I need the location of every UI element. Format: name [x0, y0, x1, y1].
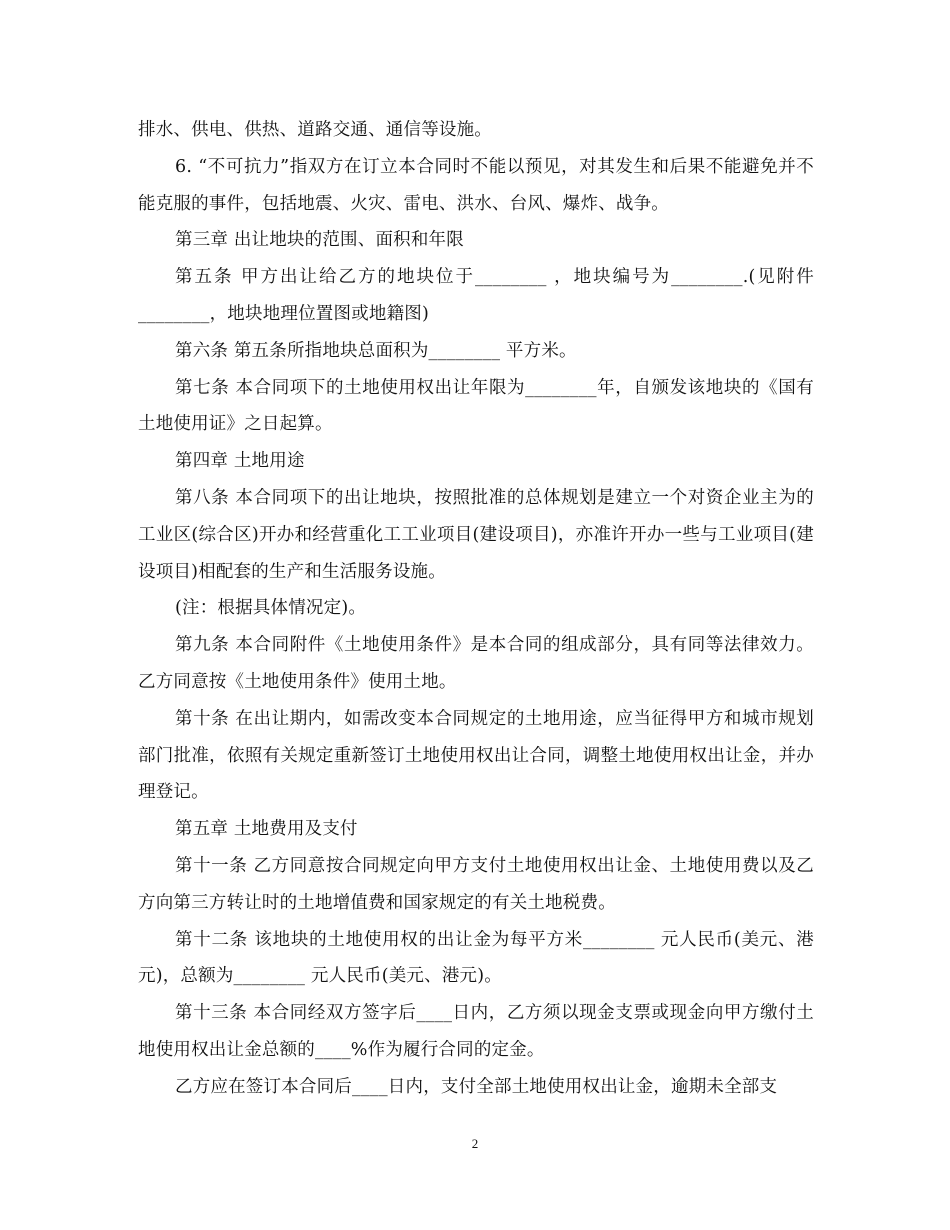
chapter-5-heading: 第五章 土地费用及支付: [175, 819, 358, 840]
note-paragraph: (注：根据具体情况定)。: [175, 598, 367, 619]
page-number: 2: [471, 1136, 479, 1151]
payment-deadline-paragraph: 乙方应在签订本合同后____日内，支付全部土地使用权出让金，逾期未全部支: [175, 1076, 778, 1097]
chapter-3-heading: 第三章 出让地块的范围、面积和年限: [175, 230, 464, 251]
article-12: 第十二条 该地块的土地使用权的出让金为每平方米________ 元人民币(美元、港元)，总额为________ 元人民币(美元、港元)。: [138, 929, 814, 987]
paragraph-facilities-continuation: 排水、供电、供热、道路交通、通信等设施。: [138, 120, 492, 140]
article-13: 第十三条 本合同经双方签字后____日内，乙方须以现金支票或现金向甲方缴付土地使用权出让金总额的____%作为履行合同的定金。: [138, 1003, 814, 1060]
article-7: 第七条 本合同项下的土地使用权出让年限为________年，自颁发该地块的《国有土地使用证》之日起算。: [138, 377, 814, 435]
article-9: 第九条 本合同附件《土地使用条件》是本合同的组成部分，具有同等法律效力。乙方同意按《土地使用条件》使用土地。: [138, 635, 814, 692]
chapter-4-heading: 第四章 土地用途: [175, 451, 305, 472]
document-body: [138, 112, 814, 1106]
article-11: 第十一条 乙方同意按合同规定向甲方支付土地使用权出让金、土地使用费以及乙方向第三方转让时的土地增值费和国家规定的有关土地税费。: [138, 855, 814, 913]
article-8: 第八条 本合同项下的出让地块，按照批准的总体规划是建立一个对资企业主为的工业区(综合区)开办和经营重化工工业项目(建设项目)，亦准许开办一些与工业项目(建设项目)相配套的生产和生活服务设施。: [138, 487, 814, 582]
article-10: 第十条 在出让期内，如需改变本合同规定的土地用途，应当征得甲方和城市规划部门批准，依照有关规定重新签订土地使用权出让合同，调整土地使用权出让金，并办理登记。: [138, 708, 814, 803]
article-6: 第六条 第五条所指地块总面积为________ 平方米。: [175, 340, 577, 361]
paragraph-force-majeure: 6. “不可抗力”指双方在订立本合同时不能以预见，对其发生和后果不能避免并不能克服的事件，包括地震、火灾、雷电、洪水、台风、爆炸、战争。: [138, 156, 814, 214]
article-5: 第五条 甲方出让给乙方的地块位于________ ，地块编号为________.(见附件________，地块地理位置图或地籍图): [138, 267, 814, 324]
